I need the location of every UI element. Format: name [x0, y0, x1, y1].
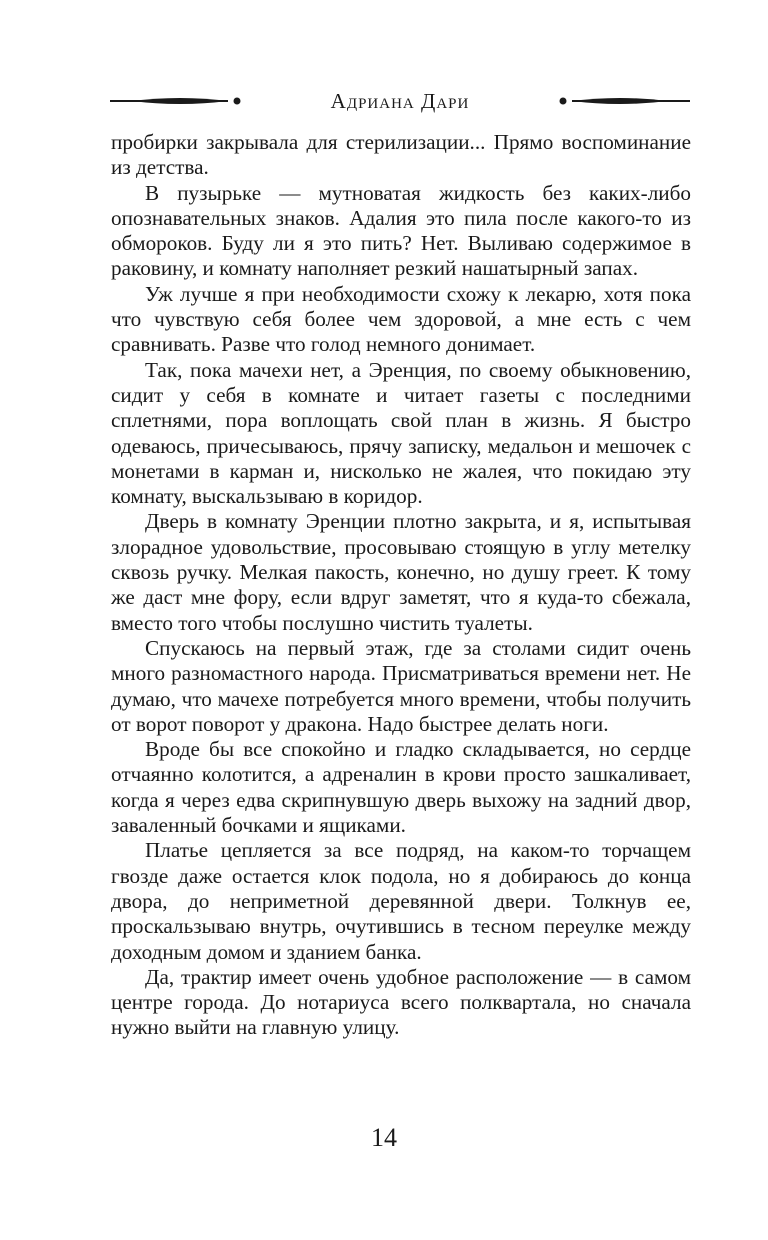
paragraph: Спускаюсь на первый этаж, где за столами сидит очень много разномастного народа. Присматриваться времени нет. Не думаю, что мачехе потребуется много времени, чтобы получить от ворот поворот у дракона. Надо быстрее делать ноги.	[111, 635, 691, 736]
author-name: Адриана Дари	[330, 89, 470, 113]
paragraph: Платье цепляется за все подряд, на каком-то торчащем гвозде даже остается клок подола, но я добираюсь до конца двора, до неприметной деревянной двери. Толкнув ее, проскальзываю внутрь, очутившись в тесном переулке между доходным домом и зданием банка.	[111, 838, 691, 964]
page-number: 14	[371, 1123, 397, 1152]
paragraph: Дверь в комнату Эренции плотно закрыта, и я, испытывая злорадное удовольствие, просовываю стоящую в углу метелку сквозь ручку. Мелкая пакость, конечно, но душу греет. К тому же даст мне фору, если вдруг заметят, что я куда-то сбежала, вместо того чтобы послушно чистить туалеты.	[111, 509, 691, 635]
right-ornament-icon	[550, 86, 690, 116]
paragraph: Так, пока мачехи нет, а Эренция, по своему обыкновению, сидит у себя в комнате и читает газеты с последними сплетнями, пора воплощать свой план в жизнь. Я быстро одеваюсь, причесываюсь, прячу записку, медальон и мешочек с монетами в карман и, нисколько не жалея, что покидаю эту комнату, выскальзываю в коридор.	[111, 357, 691, 509]
running-header	[110, 86, 690, 116]
paragraph: Вроде бы все спокойно и гладко складывается, но сердце отчаянно колотится, а адреналин в крови просто зашкаливает, когда я через едва скрипнувшую дверь выхожу на задний двор, заваленный бочками и ящиками.	[111, 737, 691, 838]
paragraph: Уж лучше я при необходимости схожу к лекарю, хотя пока что чувствую себя более чем здоровой, а мне есть с чем сравнивать. Разве что голод немного донимает.	[111, 281, 691, 357]
body-text	[111, 130, 691, 1041]
paragraph: Да, трактир имеет очень удобное расположение — в самом центре города. До нотариуса всего полквартала, но сначала нужно выйти на главную улицу.	[111, 964, 691, 1040]
paragraph: пробирки закрывала для стерилизации... Прямо воспоминание из детства.	[111, 130, 691, 180]
paragraph: В пузырьке — мутноватая жидкость без каких-либо опознавательных знаков. Адалия это пила после какого-то из обмороков. Буду ли я это пить? Нет. Выливаю содержимое в раковину, и комнату наполняет резкий нашатырный запах.	[111, 180, 691, 281]
